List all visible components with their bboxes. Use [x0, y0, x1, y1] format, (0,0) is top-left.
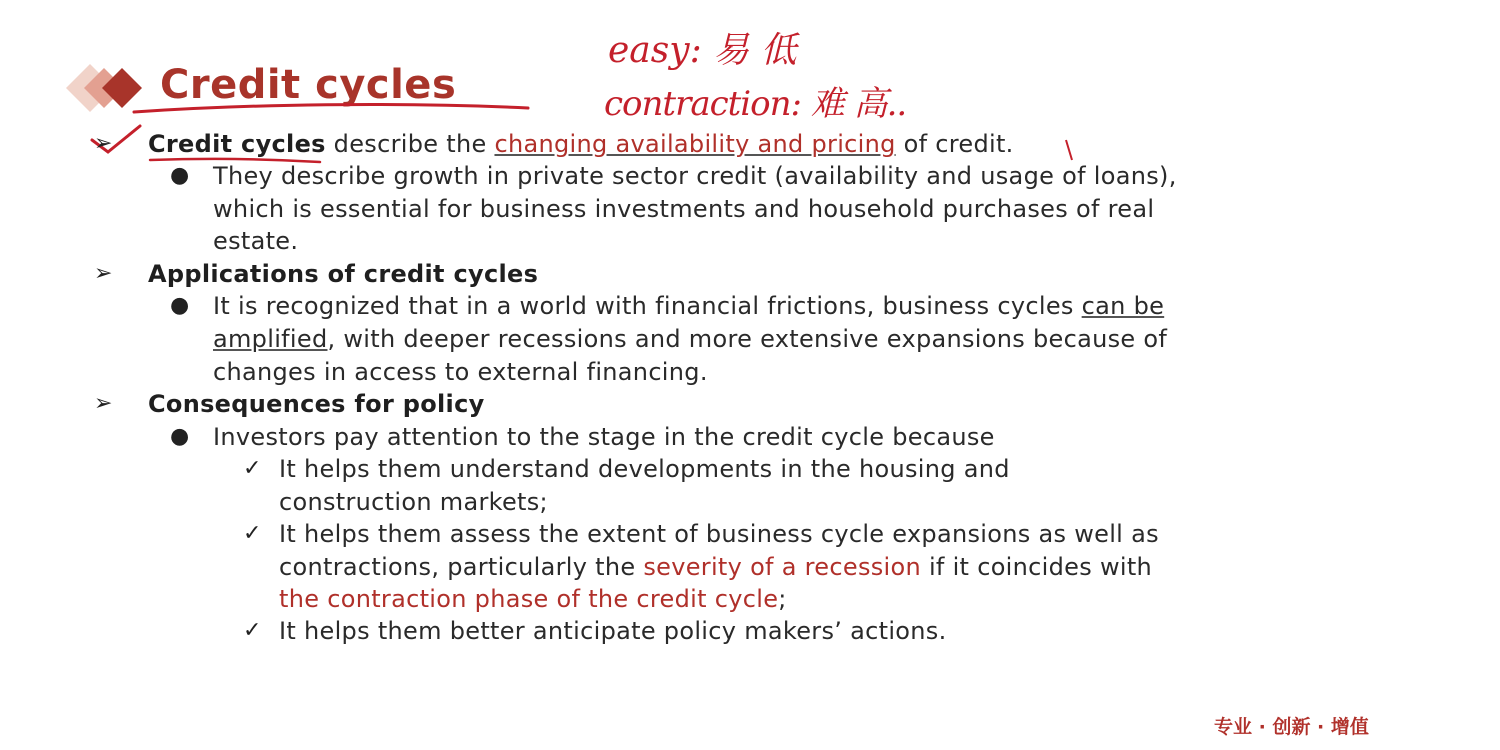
p2-line1-underlined: can be [1081, 292, 1165, 320]
p1-bullet-line-2: which is essential for business investments and household purchases of real [213, 195, 1155, 223]
dot-bullet-icon: ● [170, 424, 190, 449]
check2-line2-text: contractions, particularly the [279, 553, 644, 581]
p1-bullet-line-1: They describe growth in private sector credit (availability and usage of loans), [213, 162, 1177, 190]
arrow-bullet-icon: ➢ [94, 261, 113, 286]
check-bullet-icon: ✓ [243, 618, 262, 643]
arrow-bullet-icon: ➢ [94, 131, 113, 156]
check1-line-2: construction markets; [279, 488, 548, 516]
check2-line-1: It helps them assess the extent of business cycle expansions as well as [279, 520, 1159, 548]
term-credit-cycles: Credit cycles [148, 130, 326, 158]
check3-line-1: It helps them better anticipate policy makers’ actions. [279, 617, 947, 645]
check-bullet-icon: ✓ [243, 456, 262, 481]
p2-bullet-line-2 [213, 323, 1167, 355]
check2-line3-post: ; [778, 585, 787, 613]
diamond-decoration-icon [38, 58, 158, 118]
heading-applications: Applications of credit cycles [148, 260, 539, 288]
p2-line2-underlined: amplified [213, 325, 328, 353]
p1-text-post: of credit. [895, 130, 1014, 158]
slide-title: Credit cycles [160, 62, 457, 108]
check2-line-3 [279, 583, 787, 615]
p1-text-pre: describe the [325, 130, 495, 158]
p2-bullet-line-3: changes in access to external financing. [213, 358, 708, 386]
heading-consequences: Consequences for policy [148, 390, 485, 418]
arrow-bullet-icon: ➢ [94, 391, 113, 416]
handwritten-note-contraction: contraction: 难 高.. [604, 84, 907, 124]
check2-line2-red: severity of a recession [643, 553, 922, 581]
point-credit-cycles [148, 128, 1014, 160]
p3-bullet-line-1: Investors pay attention to the stage in the credit cycle because [213, 423, 995, 451]
p2-bullet-line-1 [213, 290, 1164, 322]
p2-line2-text: , with deeper recessions and more extensive expansions because of [327, 325, 1168, 353]
dot-bullet-icon: ● [170, 163, 190, 188]
check2-line-2 [279, 551, 1152, 583]
p1-underlined: changing availability and pricing [494, 130, 896, 158]
p2-line1-text: It is recognized that in a world with financial frictions, business cycles [213, 292, 1082, 320]
handwritten-note-easy: easy: 易 低 [608, 30, 797, 71]
dot-bullet-icon: ● [170, 293, 190, 318]
check2-line2-post: if it coincides with [921, 553, 1153, 581]
check2-line3-red: the contraction phase of the credit cycle [279, 585, 779, 613]
check-bullet-icon: ✓ [243, 521, 262, 546]
p1-bullet-line-3: estate. [213, 227, 299, 255]
footer-slogan: 专业 · 创新 · 增值 [1214, 716, 1369, 738]
check1-line-1: It helps them understand developments in the housing and [279, 455, 1010, 483]
